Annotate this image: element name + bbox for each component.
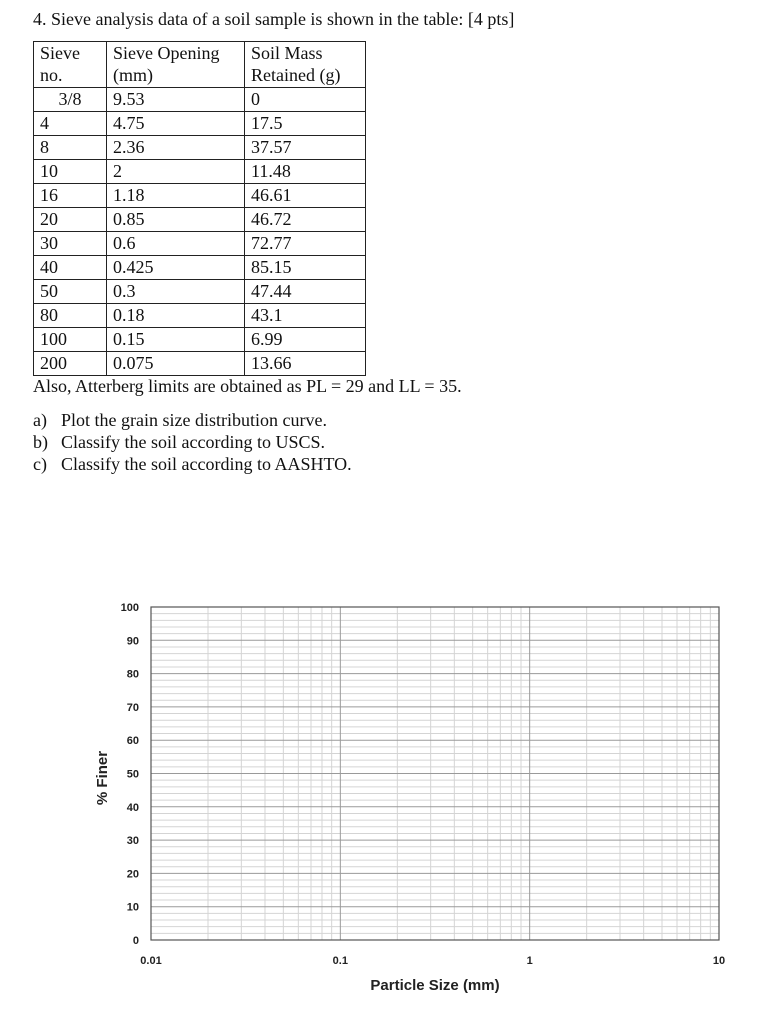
cell-opening: 9.53 bbox=[107, 88, 245, 112]
x-tick-label: 0.1 bbox=[332, 955, 348, 967]
y-tick-label: 40 bbox=[126, 801, 139, 814]
cell-mass: 47.44 bbox=[245, 280, 366, 304]
cell-opening: 0.3 bbox=[107, 280, 245, 304]
cell-mass: 11.48 bbox=[245, 160, 366, 184]
task-label: c) bbox=[33, 454, 47, 474]
y-tick-label: 0 bbox=[132, 935, 139, 947]
major-grid bbox=[151, 607, 719, 940]
cell-opening: 0.85 bbox=[107, 208, 245, 232]
cell-sieve-no: 4 bbox=[34, 112, 107, 136]
y-tick-label: 60 bbox=[126, 735, 139, 748]
table-row bbox=[34, 256, 366, 280]
table-row bbox=[34, 112, 366, 136]
y-tick-label: 20 bbox=[126, 868, 139, 881]
x-tick-label: 0.01 bbox=[140, 955, 162, 967]
table-row bbox=[34, 208, 366, 232]
cell-opening: 0.6 bbox=[107, 232, 245, 256]
question-title: 4. Sieve analysis data of a soil sample is shown in the table: [4 pts] bbox=[33, 9, 515, 29]
y-tick-label: 80 bbox=[126, 668, 139, 681]
table-row bbox=[34, 136, 366, 160]
list-item bbox=[33, 431, 352, 453]
cell-mass: 85.15 bbox=[245, 256, 366, 280]
y-tick-label: 90 bbox=[126, 635, 139, 648]
table-row bbox=[34, 328, 366, 352]
task-label: a) bbox=[33, 410, 47, 430]
table-row bbox=[34, 88, 366, 112]
y-tick-label: 30 bbox=[126, 835, 139, 848]
cell-mass: 6.99 bbox=[245, 328, 366, 352]
cell-opening: 0.18 bbox=[107, 304, 245, 328]
table-header-row bbox=[34, 42, 366, 88]
task-list bbox=[33, 409, 352, 475]
cell-opening: 4.75 bbox=[107, 112, 245, 136]
cell-mass: 46.61 bbox=[245, 184, 366, 208]
cell-sieve-no: 200 bbox=[34, 352, 107, 376]
cell-sieve-no: 8 bbox=[34, 136, 107, 160]
y-axis-label: % Finer bbox=[94, 750, 111, 806]
y-tick-label: 100 bbox=[120, 602, 139, 614]
cell-sieve-no: 80 bbox=[34, 304, 107, 328]
cell-sieve-no: 3/8 bbox=[34, 88, 107, 112]
cell-sieve-no: 20 bbox=[34, 208, 107, 232]
y-tick-label: 10 bbox=[126, 901, 139, 914]
x-tick-label: 1 bbox=[526, 955, 533, 967]
task-text: Plot the grain size distribution curve. bbox=[61, 410, 327, 430]
table-row bbox=[34, 352, 366, 376]
table-row bbox=[34, 304, 366, 328]
cell-sieve-no: 100 bbox=[34, 328, 107, 352]
header-soil-mass: Soil Mass Retained (g) bbox=[245, 42, 366, 88]
table-row bbox=[34, 232, 366, 256]
y-tick-labels bbox=[121, 602, 139, 947]
x-tick-label: 10 bbox=[712, 955, 726, 967]
cell-sieve-no: 16 bbox=[34, 184, 107, 208]
cell-mass: 17.5 bbox=[245, 112, 366, 136]
cell-opening: 2.36 bbox=[107, 136, 245, 160]
y-tick-label: 50 bbox=[126, 768, 139, 781]
cell-mass: 13.66 bbox=[245, 352, 366, 376]
sieve-analysis-table bbox=[33, 41, 366, 376]
cell-opening: 0.425 bbox=[107, 256, 245, 280]
table-row bbox=[34, 184, 366, 208]
cell-opening: 2 bbox=[107, 160, 245, 184]
cell-mass: 46.72 bbox=[245, 208, 366, 232]
cell-mass: 37.57 bbox=[245, 136, 366, 160]
atterberg-limits-text: Also, Atterberg limits are obtained as PL = 29 and LL = 35. bbox=[33, 376, 462, 396]
task-text: Classify the soil according to AASHTO. bbox=[61, 454, 352, 474]
cell-opening: 1.18 bbox=[107, 184, 245, 208]
task-text: Classify the soil according to USCS. bbox=[61, 432, 325, 452]
cell-sieve-no: 40 bbox=[34, 256, 107, 280]
header-sieve-opening: Sieve Opening (mm) bbox=[107, 42, 245, 88]
cell-mass: 0 bbox=[245, 88, 366, 112]
list-item bbox=[33, 453, 352, 475]
cell-sieve-no: 10 bbox=[34, 160, 107, 184]
cell-mass: 72.77 bbox=[245, 232, 366, 256]
grain-size-chart bbox=[0, 590, 782, 1010]
table-row bbox=[34, 160, 366, 184]
cell-opening: 0.15 bbox=[107, 328, 245, 352]
cell-mass: 43.1 bbox=[245, 304, 366, 328]
cell-opening: 0.075 bbox=[107, 352, 245, 376]
task-label: b) bbox=[33, 432, 48, 452]
header-sieve-no: Sieve no. bbox=[34, 42, 107, 88]
x-tick-labels bbox=[140, 955, 725, 967]
cell-sieve-no: 30 bbox=[34, 232, 107, 256]
x-axis-label: Particle Size (mm) bbox=[370, 977, 500, 994]
list-item bbox=[33, 409, 352, 431]
y-tick-label: 70 bbox=[126, 701, 139, 714]
cell-sieve-no: 50 bbox=[34, 280, 107, 304]
table-row bbox=[34, 280, 366, 304]
